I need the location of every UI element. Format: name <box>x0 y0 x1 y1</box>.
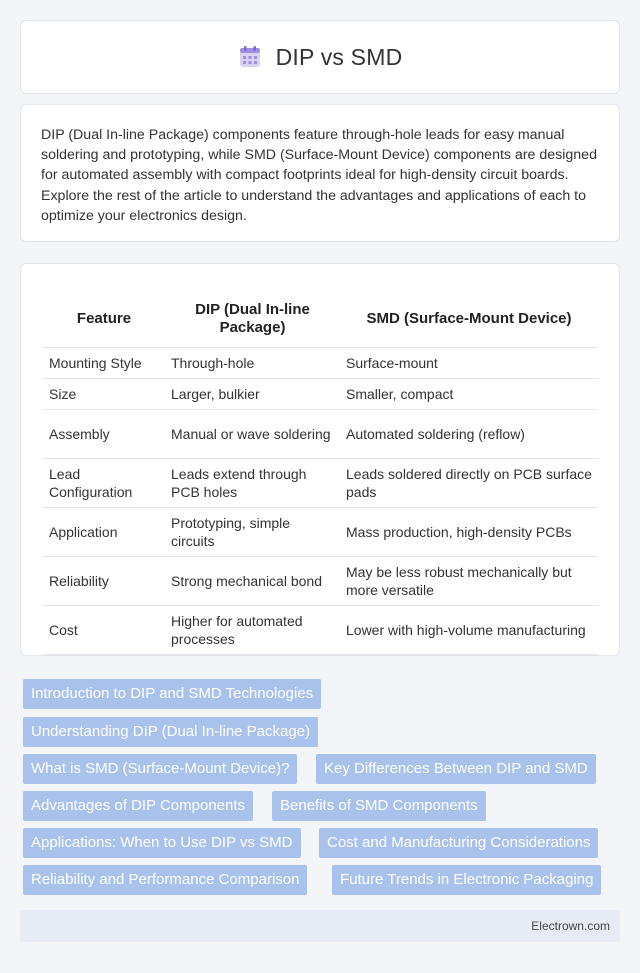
page-title: DIP vs SMD <box>275 43 403 70</box>
link-future-trends[interactable]: Future Trends in Electronic Packaging <box>332 865 601 895</box>
footer-site-name[interactable]: Electrown.com <box>531 919 610 933</box>
link-key-differences[interactable]: Key Differences Between DIP and SMD <box>316 754 596 784</box>
footer <box>20 910 620 942</box>
table-row <box>43 409 598 458</box>
table-header-feature: Feature <box>43 284 165 347</box>
table-cell: Lead Configuration <box>43 458 165 507</box>
table-cell: Leads soldered directly on PCB surface pads <box>340 458 598 507</box>
table-cell: May be less robust mechanically but more versatile <box>340 556 598 605</box>
link-what-is-smd[interactable]: What is SMD (Surface-Mount Device)? <box>23 754 297 784</box>
comparison-table <box>43 284 598 655</box>
link-advantages-dip[interactable]: Advantages of DIP Components <box>23 791 253 821</box>
table-header-smd: SMD (Surface-Mount Device) <box>340 284 598 347</box>
table-cell: Prototyping, simple circuits <box>165 507 340 556</box>
table-row <box>43 458 598 507</box>
table-cell: Reliability <box>43 556 165 605</box>
table-header-dip: DIP (Dual In-line Package) <box>165 284 340 347</box>
table-cell: Cost <box>43 605 165 654</box>
table-cell: Strong mechanical bond <box>165 556 340 605</box>
table-cell: Leads extend through PCB holes <box>165 458 340 507</box>
link-introduction[interactable]: Introduction to DIP and SMD Technologies <box>23 679 321 709</box>
title-wrap <box>238 44 403 71</box>
table-row <box>43 347 598 378</box>
link-cost-manufacturing[interactable]: Cost and Manufacturing Considerations <box>319 828 598 858</box>
table-row <box>43 507 598 556</box>
table-cell: Manual or wave soldering <box>165 409 340 458</box>
title-card <box>20 20 620 94</box>
link-benefits-smd[interactable]: Benefits of SMD Components <box>272 791 486 821</box>
table-row <box>43 378 598 409</box>
table-cell: Application <box>43 507 165 556</box>
table-cell: Larger, bulkier <box>165 378 340 409</box>
intro-card <box>20 104 620 242</box>
table-cell: Higher for automated processes <box>165 605 340 654</box>
intro-paragraph: DIP (Dual In-line Package) components feature through-hole leads for easy manual soldering and prototyping, while SMD (Surface-Mount Device) components are designed for automated assembly with compact footprints ideal for high-density circuit boards. Explore the rest of the article to understand the advantages and applications of each to optimize your electronics design. <box>41 127 597 224</box>
table-cell: Lower with high-volume manufacturing <box>340 605 598 654</box>
comparison-card <box>20 263 620 656</box>
table-cell: Smaller, compact <box>340 378 598 409</box>
table-cell: Automated soldering (reflow) <box>340 409 598 458</box>
table-cell: Through-hole <box>165 347 340 378</box>
table-header-row <box>43 284 598 347</box>
link-reliability[interactable]: Reliability and Performance Comparison <box>23 865 307 895</box>
link-understanding-dip[interactable]: Understanding DIP (Dual In-line Package) <box>23 717 318 747</box>
table-cell: Mass production, high-density PCBs <box>340 507 598 556</box>
calendar-icon <box>238 45 262 69</box>
table-cell: Mounting Style <box>43 347 165 378</box>
table-row <box>43 556 598 605</box>
link-applications[interactable]: Applications: When to Use DIP vs SMD <box>23 828 301 858</box>
table-row <box>43 605 598 654</box>
table-cell: Size <box>43 378 165 409</box>
table-cell: Surface-mount <box>340 347 598 378</box>
table-cell: Assembly <box>43 409 165 458</box>
